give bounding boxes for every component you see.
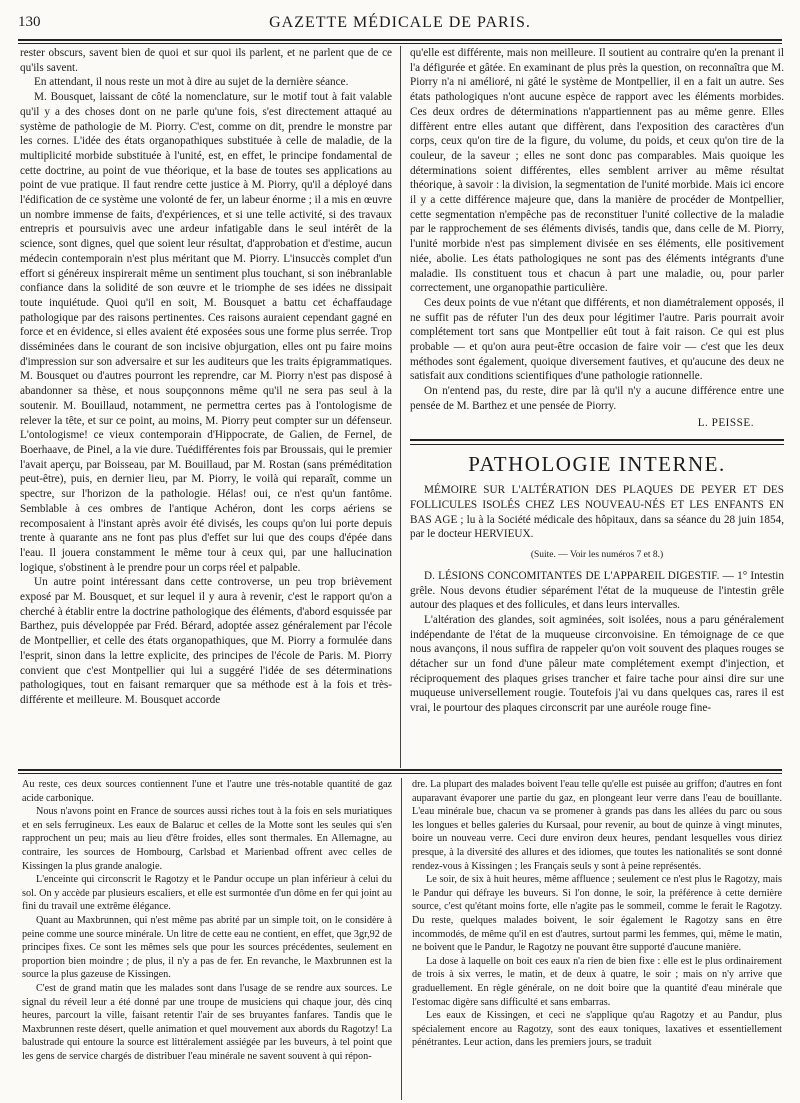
column-divider <box>400 46 401 768</box>
paragraph: Quant au Maxbrunnen, qui n'est même pas abrité par un simple toit, on le considère à peine comme une source minérale. Un litre de cette eau ne contient, en effet, que 3gr,92 de principes fixes. Ce sont les mêmes sels que pour les sources précédentes, seulement en proportion bien moindre ; de plus, il n'y a pas de fer. En revanche, le Maxbrunnen est la source la plus gazeuse de Kissingen. <box>22 914 392 981</box>
paragraph: Le soir, de six à huit heures, même affluence ; seulement ce n'est plus le Ragotzy, mais le Pandur qui défraye les buveurs. Si l'on donne, le soir, la préférence à cette dernière source, c'est qu'étant moins forte, elle n'agite pas le sommeil, comme le ferait le Ragotzy. Du reste, quelques malades boivent, le soir également le Ragotzy sans en être incommodés, de même qu'il en est d'autres, surtout parmi les femmes, qui, même le matin, ne boivent que le Pandur, le Ragotzy ne pouvant être supporté d'aucune manière. <box>412 874 782 954</box>
feuilleton-left-column <box>22 778 392 1100</box>
paragraph: M. Bousquet, laissant de côté la nomenclature, sur le motif tout à fait valable qu'il y a des choses dont on ne parle qu'une fois, s'est directement attaqué au système de pathologie de M. Piorry. C'est, comme on dit, prendre le monstre par les cornes. L'idée des états organopathiques substituée à celle de maladie, de la multiplicité morbide substituée à l'unité, est, en effet, le principe fondamental de cette doctrine, au point de vue théorique, et la base de toutes ses applications au point de vue pratique. Il faut rendre cette justice à M. Piorry, qu'il a déployé dans l'édification de ce système une volonté de fer, un labeur énorme ; il a mis en œuvre un nombre immense de faits, d'expériences, et si une telle activité, si des travaux entrepris et poursuivis avec une ardeur infatigable dans le seul intérêt de la science, sont dignes, quel que soient leur résultat, d'approbation et d'estime, aucun médecin contemporain n'est plus méritant que M. Piorry. L'insuccès complet d'un effort si généreux inspirerait même un sentiment plus touchant, si son inébranlable confiance dans la solidité de son œuvre et le triomphe de ses idées ne dissipait toute inquiétude. Quoi qu'il en soit, M. Bousquet a battu cet échaffaudage pathologique par des raisons pertinentes. Ces raisons auraient cependant gagné en force et en évidence, si elles avaient été exposées sous une forme plus serrée. Trop disséminées dans le courant de son incisive objurgation, elles ont pu faire moins d'impression sur son adversaire et sur les auditeurs que les traits épigrammatiques. M. Bousquet ou d'autres pourront les reprendre, car M. Piorry n'est pas disposé à abandonner sa thèse, et nous soupçonnons même qu'il ne sera pas seul à la soutenir. M. Bouillaud, notamment, ne permettra certes pas à l'ontologisme de relever la tête, et sur ce point, au moins, M. Piorry peut compter sur un défenseur. L'ontologisme! ce vieux contemporain d'Hippocrate, de Galien, de Fernel, de Boerhaave, de Pinel, a la vie dure. Tuédifférentes fois par Broussais, qui le premier l'avait aperçu, par Boisseau, par M. Bouillaud, par M. Rostan (sans préméditation peut-être), puis, en dernier lieu, par M. Piorry, le voilà qui reparaît, comme un spectre, sur l'horizon de la pathologie. Hélas! oui, ce n'est qu'un fantôme. Semblable à ces ombres de l'antique Achéron, dont les corps aériens se recomposaient à l'instant après avoir été divisés, les coups qu'on lui porte depuis trente à quarante ans ne font pas plus d'effet sur lui que des coups d'épée dans l'eau. Il jouera constamment le même tour à ceux qui, par une hallucination logique, s'obstinent à le prendre pour un corps réel et palpable. <box>20 91 392 574</box>
journal-title: GAZETTE MÉDICALE DE PARIS. <box>269 14 531 31</box>
feuilleton-rule-thin <box>18 773 782 774</box>
paragraph: Ces deux points de vue n'étant que différents, et non diamétralement opposés, il ne suffit pas de réfuter l'un des deux pour légitimer l'autre. Paris pourrait avoir complétement tort sans que Montpellier eût tout à fait raison. Ce qui est plus probable — et qu'on aura peut-être occasion de faire voir — c'est que les deux méthodes sont également, quoique diversement fautives, et qu'aucune des deux ne satisfait aux conditions scientifiques d'une pathologie rationnelle. <box>410 296 784 383</box>
paragraph: D. LÉSIONS CONCOMITANTES DE L'APPAREIL DIGESTIF. — 1° Intestin grêle. Nous devons étudier séparément l'état de la muqueuse de l'intestin grêle autour des plaques et des follicules, et dans leurs intervalles. <box>410 569 784 612</box>
author-signature: L. PEISSE. <box>697 416 754 429</box>
paragraph: Au reste, ces deux sources contiennent l'une et l'autre une très-notable quantité de gaz acide carbonique. <box>22 779 392 804</box>
section-title: PATHOLOGIE INTERNE. <box>468 452 726 477</box>
suite-note: (Suite. — Voir les numéros 7 et 8.) <box>530 550 664 561</box>
paragraph: La dose à laquelle on boit ces eaux n'a rien de bien fixe : elle est le plus ordinairement de trois à six verres, le matin, et de deux à quatre, le soir ; mais on n'y arrive que graduellement. En règle générale, on ne doit boire que la quantité d'eau minérale que l'estomac digère sans difficulté et sans embarras. <box>412 955 782 1008</box>
paragraph: Les eaux de Kissingen, et ceci ne s'applique qu'au Ragotzy et au Pandur, plus spécialement encore au Ragotzy, sont des eaux toniques, laxatives et essentiellement pénétrantes. Leur action, dans les premiers jours, se traduit <box>412 1010 782 1049</box>
memoire-title: MÉMOIRE SUR L'ALTÉRATION DES PLAQUES DE PEYER ET DES FOLLICULES ISOLÉS CHEZ LES NOUVEAU-NÉS ET LES ENFANTS EN BAS AGE ; lu à la Société médicale des hôpitaux, dans sa séance du 28 juin 1854, par le docteur HERVIEUX. <box>410 484 784 541</box>
paragraph: L'altération des glandes, soit agminées, soit isolées, nous a paru généralement indépendante de l'état de la muqueuse circonvoisine. En témoignage de ce que nous avançons, il nous suffira de rappeler qu'on voit souvent des plaques rouges se détacher sur un fond d'une pâleur mate complétement exempt d'injection, et réciproquement des plaques grises trancher et faire tache pour ainsi dire sur une muqueuse universellement rougie. Toutefois j'ai vu dans quelques cas, rares il est vrai, le pourtour des plaques circonscrit par une auréole rouge fine- <box>410 613 784 715</box>
feuilleton-divider <box>401 778 402 1100</box>
header-rule <box>18 39 782 41</box>
paragraph: dre. La plupart des malades boivent l'eau telle qu'elle est puisée au griffon; d'autres en font auparavant évaporer une partie du gaz, en plongeant leur verre dans l'eau de bouillante. L'eau minérale bue, chacun va se promener à grands pas dans les allées du parc ou sous les longues et belles galeries du Kursaal, pour revenir, au bout de quinze à vingt minutes, boire un nouveau verre. Ceci dure environ deux heures, pendant lesquelles vous diriez presque, à la diversité des allures et des idiomes, que toutes les nationalités se sont donné rendez-vous à Kissingen ; les Français seuls y sont à peine représentés. <box>412 779 782 872</box>
paragraph: qu'elle est différente, mais non meilleure. Il soutient au contraire qu'en la prenant il l'a défigurée et gâtée. En examinant de plus près la question, on reconnaîtra que M. Piorry n'a ni amélioré, ni gâté le système de Montpellier, il en a fait un autre. Ses états pathologiques n'ont aucune espèce de rapport avec les éléments morbides. Ces deux ordres de déterminations n'appartiennent pas au même genre. Elles diffèrent entre elles autant que diffèrent, dans l'exposition des caractères d'un corps, ceux qu'on tire de la figure, du volume, du poids, et ceux qu'on tire de la couleur, de la saveur ; elles ne sont donc pas comparables. Mais quoique les déterminations soient différentes, elles semblent arriver au même résultat théorique, à savoir : la division, la segmentation de l'unité morbide. Mais ici encore il y a cette différence majeure que, dans la manière de procéder de Montpellier, cette segmentation n'empêche pas de reconstituer l'unité collective de la maladie par le rapprochement de ses éléments divisés, tandis que, dans celle de M. Piorry, l'unité morbide n'est pas simplement divisée en ses éléments, elle positivement niée, abolie. Les états pathologiques ne sont pas des éléments intégrants d'une maladie. Ils constituent tous et chacun à part une maladie, ou, pour parler correctement, une organopathie particulière. <box>410 47 784 295</box>
paragraph: Un autre point intéressant dans cette controverse, un peu trop brièvement exposé par M. Bousquet, et sur lequel il y aura à revenir, c'est le rapport qu'on a cherché à établir entre la doctrine pathologique des éléments, d'abord esquissée par Barthez, puis développée par Fréd. Bérard, adoptée assez généralement par l'école de Montpellier, et celle des états organopathiques, que M. Piorry a formulée dans l'esprit, sinon dans la lettre explicite, des principes de l'école de Paris. M. Piorry convient que c'est Montpellier qui lui a suggéré l'idée de ses déterminations pathologiques, tout en faisant remarquer que sa méthode est à la fois et très-différente et meilleure. M. Bousquet accorde <box>20 576 392 706</box>
left-column <box>20 46 392 766</box>
section-rule <box>410 439 784 441</box>
paragraph: Nous n'avons point en France de sources aussi riches tout à la fois en sels muriatiques et en sels ferrugineux. Les eaux de Balaruc et celles de la Motte sont les seules qui s'en rapprochent un peu; mais au lieu d'être froides, elles sont thermales. En Allemagne, au contraire, les sources de Hombourg, Carlsbad et Marienbad offrent avec celles de Kissingen la plus grande analogie. <box>22 806 392 872</box>
paragraph: C'est de grand matin que les malades sont dans l'usage de se rendre aux sources. Le signal du réveil leur a été donné par une troupe de musiciens qui chaque jour, dès cinq heures, parcourt la ville, faisant retentir l'air de ses bruyantes fanfares. Tandis que le Maxbrunnen reste désert, quelle animation et quel mouvement aux abords du Ragotzy! La balustrade qui entoure la source est littéralement assiégée par les buveurs, à tel point que les gens de service chargés de distribuer l'eau minérale ne savent souvent à qui répon- <box>22 982 392 1062</box>
paragraph: L'enceinte qui circonscrit le Ragotzy et le Pandur occupe un plan inférieur à celui du sol. On y accède par plusieurs escaliers, et elle est surmontée d'un dôme en fer qui joint au fini du travail une extrême élégance. <box>22 874 392 913</box>
right-column <box>410 46 784 766</box>
header-rule-thin <box>18 43 782 44</box>
feuilleton-rule <box>18 769 782 771</box>
paragraph: En attendant, il nous reste un mot à dire au sujet de la dernière séance. <box>34 76 349 89</box>
paragraph: rester obscurs, savent bien de quoi et sur quoi ils parlent, et ne parlent que de ce qu'ils savent. <box>20 47 392 74</box>
paragraph: On n'entend pas, du reste, dire par là qu'il n'y a aucune différence entre une pensée de M. Barthez et une pensée de Piorry. <box>410 385 784 412</box>
page-header <box>18 14 782 38</box>
section-rule-thin <box>410 444 784 445</box>
page-number: 130 <box>18 14 41 30</box>
feuilleton-right-column <box>412 778 782 1100</box>
